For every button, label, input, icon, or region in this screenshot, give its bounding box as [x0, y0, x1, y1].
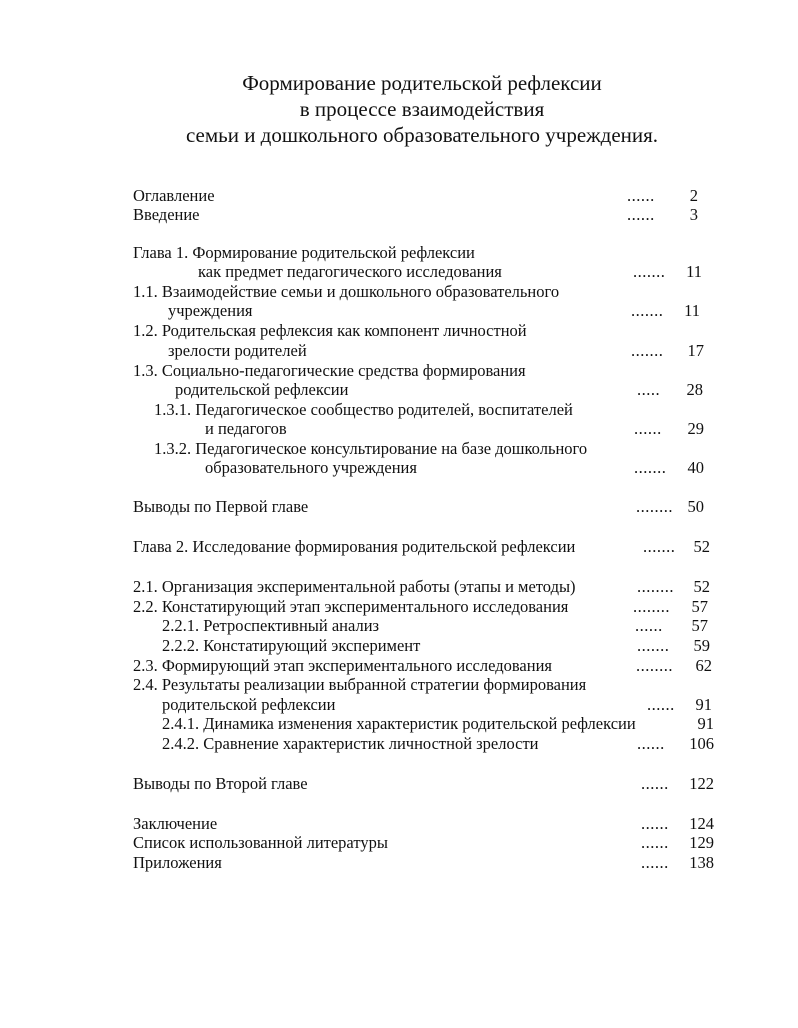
toc-page-number: 124 [689, 814, 714, 833]
toc-label: Оглавление [133, 186, 215, 205]
toc-dots: ...... [637, 734, 665, 753]
toc-dots: ........ [636, 497, 673, 516]
toc-label: 2.2.2. Констатирующий эксперимент [162, 636, 421, 655]
toc-label: 2.4.1. Динамика изменения характеристик родительской рефлексии [162, 714, 636, 733]
toc-page-number: 28 [686, 380, 703, 399]
toc-label-line-1: 1.1. Взаимодействие семьи и дошкольного образовательного [133, 282, 560, 301]
toc-page-number: 91 [695, 695, 712, 714]
toc-label-line-2: образовательного учреждения [205, 458, 417, 477]
toc-label-line-2: родительской рефлексии [162, 695, 336, 714]
toc-label: Приложения [133, 853, 222, 872]
toc-page-number: 57 [691, 597, 708, 616]
toc-page-number: 129 [689, 833, 714, 852]
toc-label: 2.2. Констатирующий этап экспериментального исследования [133, 597, 569, 616]
toc-page-number: 52 [693, 537, 710, 556]
toc-dots: ...... [627, 205, 655, 224]
title-line-2: в процессе взаимодействия [299, 97, 545, 121]
toc-label-line-2: зрелости родителей [168, 341, 307, 360]
toc-dots: ....... [643, 537, 676, 556]
toc-dots: ...... [641, 814, 669, 833]
toc-label-line-1: Глава 1. Формирование родительской рефлексии [133, 243, 475, 262]
toc-page-number: 3 [689, 205, 698, 224]
toc-label: Глава 2. Исследование формирования родительской рефлексии [133, 537, 576, 556]
toc-label: 2.3. Формирующий этап экспериментального исследования [133, 656, 552, 675]
toc-label: 2.4.2. Сравнение характеристик личностной зрелости [162, 734, 539, 753]
toc-dots: ..... [637, 380, 661, 399]
toc-page-number: 138 [689, 853, 714, 872]
toc-label-line-1: 1.3. Социально-педагогические средства формирования [133, 361, 526, 380]
toc-page-number: 2 [689, 186, 698, 205]
toc-label-line-2: и педагогов [205, 419, 287, 438]
toc-label-line-1: 1.3.2. Педагогическое консультирование на базе дошкольного [154, 439, 588, 458]
toc-dots: ........ [633, 597, 670, 616]
toc-label-line-1: 1.3.1. Педагогическое сообщество родителей, воспитателей [154, 400, 573, 419]
toc-dots: ...... [627, 186, 655, 205]
toc-label-line-1: 2.4. Результаты реализации выбранной стратегии формирования [133, 675, 587, 694]
toc-page-number: 11 [686, 262, 702, 281]
toc-dots: ....... [631, 301, 664, 320]
toc-page-number: 122 [689, 774, 714, 793]
toc-label: Введение [133, 205, 200, 224]
toc-page-number: 62 [695, 656, 712, 675]
toc-dots: ....... [637, 636, 670, 655]
toc-label: Выводы по Первой главе [133, 497, 309, 516]
toc-dots: ...... [641, 774, 669, 793]
toc-dots: ...... [635, 616, 663, 635]
toc-dots: ....... [633, 262, 666, 281]
toc-label: Список использованной литературы [133, 833, 388, 852]
title-line-3: семьи и дошкольного образовательного учреждения. [185, 123, 659, 147]
toc-label: Заключение [133, 814, 218, 833]
toc-page-number: 91 [697, 714, 714, 733]
toc-dots: ...... [641, 853, 669, 872]
toc-dots: ........ [637, 577, 674, 596]
toc-page-number: 59 [693, 636, 710, 655]
toc-dots: ...... [634, 419, 662, 438]
toc-page-number: 29 [687, 419, 704, 438]
toc-dots: ........ [636, 656, 673, 675]
toc-page-number: 52 [693, 577, 710, 596]
toc-page-number: 57 [691, 616, 708, 635]
toc-label-line-2: родительской рефлексии [175, 380, 349, 399]
title-line-1: Формирование родительской рефлексии [242, 71, 602, 95]
toc-label-line-2: как предмет педагогического исследования [198, 262, 502, 281]
toc-label-line-1: 1.2. Родительская рефлексия как компонент личностной [133, 321, 527, 340]
toc-label: 2.1. Организация экспериментальной работы (этапы и методы) [133, 577, 576, 596]
toc-dots: ...... [641, 833, 669, 852]
toc-label: Выводы по Второй главе [133, 774, 308, 793]
toc-page-number: 11 [684, 301, 700, 320]
toc-label-line-2: учреждения [168, 301, 253, 320]
toc-page-number: 40 [687, 458, 704, 477]
toc-dots: ....... [631, 341, 664, 360]
toc-page-number: 106 [689, 734, 714, 753]
toc-dots: ....... [634, 458, 667, 477]
toc-page-number: 50 [687, 497, 704, 516]
toc-page-number: 17 [687, 341, 704, 360]
toc-label: 2.2.1. Ретроспективный анализ [162, 616, 380, 635]
toc-dots: ...... [647, 695, 675, 714]
